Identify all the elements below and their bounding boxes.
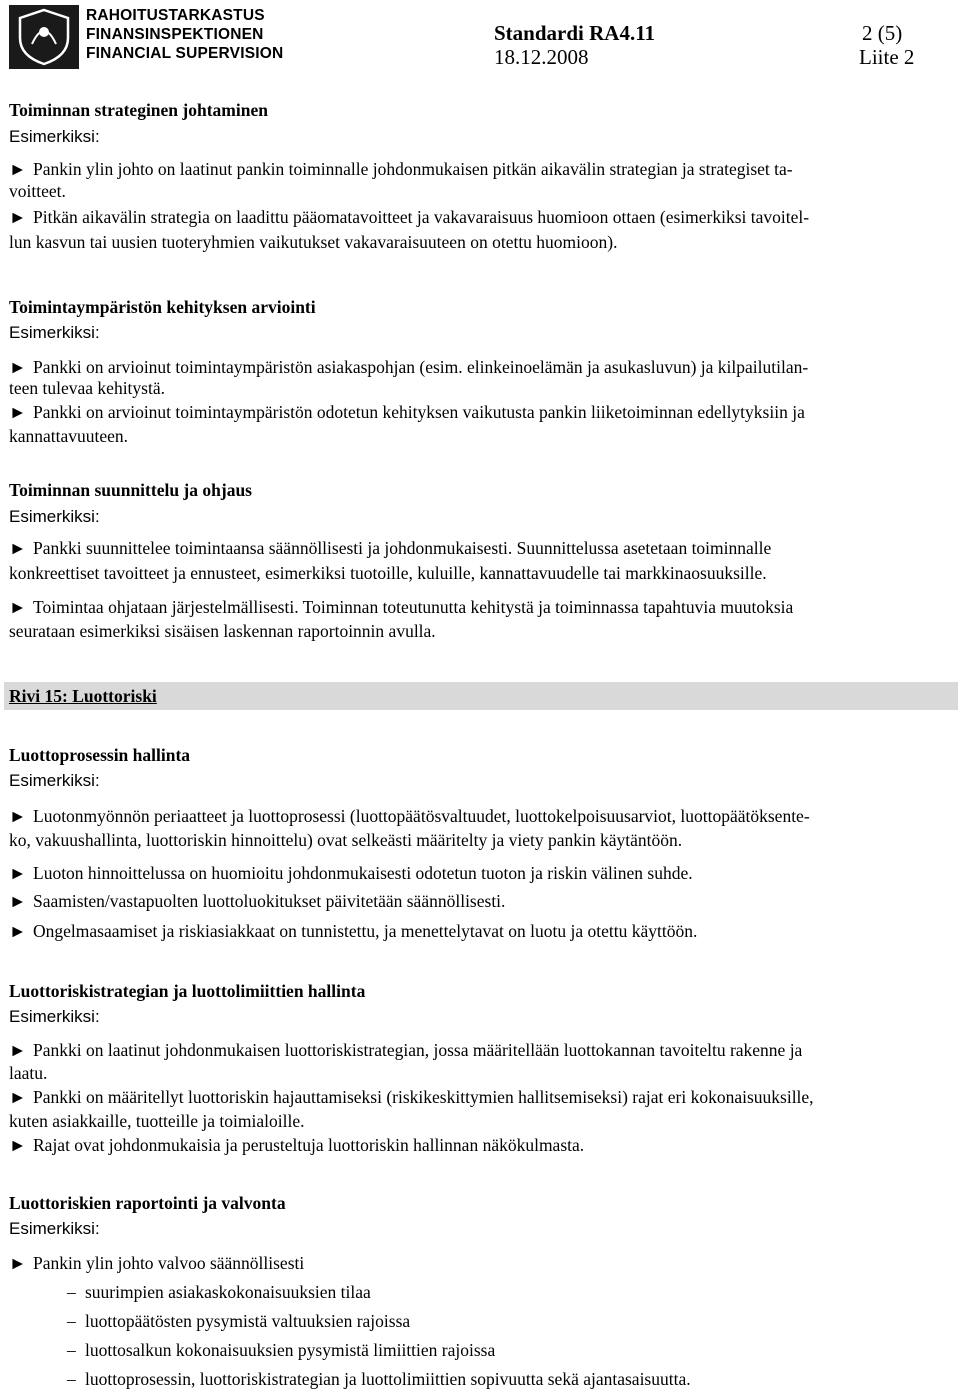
- section-heading: Luottoriskistrategian ja luottolimiittien hallinta: [9, 981, 366, 1001]
- dash-icon: –: [67, 1282, 76, 1302]
- dash-list-item: – suurimpien asiakaskokonaisuuksien tilaa: [9, 1281, 371, 1303]
- paragraph-line: ► Pitkän aikavälin strategia on laadittu pääomatavoitteet ja vakavaraisuus huomioon ottaen (esimerkiksi tavoitel-: [9, 207, 810, 227]
- examples-label: Esimerkiksi:: [9, 507, 100, 526]
- dash-list-item: – luottopäätösten pysymistä valtuuksien rajoissa: [9, 1310, 410, 1332]
- document-date: 18.12.2008: [494, 45, 589, 69]
- bullet-arrow-icon: ►: [9, 1087, 27, 1107]
- paragraph-line: ► Saamisten/vastapuolten luottoluokitukset päivitetään säännöllisesti.: [9, 891, 506, 911]
- bullet-arrow-icon: ►: [9, 863, 27, 883]
- bullet-arrow-icon: ►: [9, 921, 27, 941]
- attachment-label: Liite 2: [859, 45, 915, 69]
- examples-label: Esimerkiksi:: [9, 1007, 100, 1026]
- paragraph-line: ► Pankki on määritellyt luottoriskin hajauttamiseksi (riskikeskittymien hallitsemiseksi) rajat eri kokonaisuuksille,: [9, 1087, 814, 1107]
- section-heading: Luottoriskien raportointi ja valvonta: [9, 1193, 286, 1213]
- bullet-arrow-icon: ►: [9, 806, 27, 826]
- logo-line-3: FINANCIAL SUPERVISION: [86, 45, 284, 62]
- paragraph-line: ► Luoton hinnoittelussa on huomioitu johdonmukaisesti odotetun tuoton ja riskin välinen suhde.: [9, 863, 693, 883]
- dash-list-item: – luottoprosessin, luottoriskistrategian ja luottolimiittien sopivuutta sekä ajantasaisuutta.: [9, 1368, 691, 1390]
- bullet-arrow-icon: ►: [9, 597, 27, 617]
- page-number: 2 (5): [862, 21, 903, 45]
- bullet-arrow-icon: ►: [9, 1040, 27, 1060]
- paragraph-line: ► Pankin ylin johto valvoo säännöllisesti: [9, 1253, 305, 1273]
- bullet-arrow-icon: ►: [9, 538, 27, 558]
- paragraph-line: ► Pankki suunnittelee toimintaansa säännöllisesti ja johdonmukaisesti. Suunnittelussa asetetaan toiminnalle: [9, 538, 772, 558]
- paragraph-line: ko, vakuushallinta, luottoriskin hinnoittelu) ovat selkeästi määritelty ja viety pankin käytäntöön.: [9, 830, 683, 850]
- examples-label: Esimerkiksi:: [9, 127, 100, 146]
- paragraph-line: ► Pankki on arvioinut toimintaympäristön asiakaspohjan (esim. elinkeinoelämän ja asukasluvun) ja kilpailutilan-: [9, 357, 809, 377]
- section-heading: Toiminnan strateginen johtaminen: [9, 100, 268, 120]
- examples-label: Esimerkiksi:: [9, 323, 100, 342]
- dash-icon: –: [67, 1369, 76, 1389]
- bullet-arrow-icon: ►: [9, 891, 27, 911]
- paragraph-line: kuten asiakkaille, tuotteille ja toimialoille.: [9, 1111, 305, 1131]
- examples-label: Esimerkiksi:: [9, 1219, 100, 1238]
- logo-line-2: FINANSINSPEKTIONEN: [86, 26, 264, 43]
- paragraph-line: lun kasvun tai uusien tuoteryhmien vaikutukset vakavaraisuuteen on otettu huomioon).: [9, 232, 618, 252]
- dash-list-item: – luottosalkun kokonaisuuksien pysymistä limiittien rajoissa: [9, 1339, 495, 1361]
- paragraph-line: ► Luotonmyönnön periaatteet ja luottoprosessi (luottopäätösvaltuudet, luottokelpoisuusarviot, luottopäätöksente-: [9, 806, 810, 826]
- paragraph-line: kannattavuuteen.: [9, 426, 129, 446]
- paragraph-line: voitteet.: [9, 181, 66, 201]
- logo-line-1: RAHOITUSTARKASTUS: [86, 7, 265, 24]
- section-heading: Toiminnan suunnittelu ja ohjaus: [9, 480, 252, 500]
- paragraph-line: ► Toimintaa ohjataan järjestelmällisesti. Toiminnan toteutunutta kehitystä ja toiminnassa tapahtuvia muutoksia: [9, 597, 794, 617]
- paragraph-line: seurataan esimerkiksi sisäisen laskennan raportoinnin avulla.: [9, 621, 436, 641]
- paragraph-line: ► Rajat ovat johdonmukaisia ja perusteltuja luottoriskin hallinnan näkökulmasta.: [9, 1135, 585, 1155]
- paragraph-line: konkreettiset tavoitteet ja ennusteet, esimerkiksi tuotoille, kuluille, kannattavuudelle tai markkinaosuuksille.: [9, 563, 767, 583]
- paragraph-line: ► Pankki on arvioinut toimintaympäristön odotetun kehityksen vaikutusta pankin liiketoiminnan edellytyksiin ja: [9, 402, 805, 422]
- dash-icon: –: [67, 1340, 76, 1360]
- row-section-title: Rivi 15: Luottoriski: [9, 686, 157, 706]
- paragraph-line: teen tulevaa kehitystä.: [9, 378, 165, 398]
- bullet-arrow-icon: ►: [9, 159, 27, 179]
- finanssivalvonta-crest-icon: [8, 4, 80, 70]
- bullet-arrow-icon: ►: [9, 357, 27, 377]
- bullet-arrow-icon: ►: [9, 1253, 27, 1273]
- bullet-arrow-icon: ►: [9, 207, 27, 227]
- section-heading: Toimintaympäristön kehityksen arviointi: [9, 297, 316, 317]
- paragraph-line: ► Pankin ylin johto on laatinut pankin toiminnalle johdonmukaisen pitkän aikavälin strategian ja strategiset ta-: [9, 159, 793, 179]
- logo-wordmark: [86, 6, 283, 63]
- bullet-arrow-icon: ►: [9, 1135, 27, 1155]
- dash-icon: –: [67, 1311, 76, 1331]
- standard-title: Standardi RA4.11: [494, 21, 656, 45]
- examples-label: Esimerkiksi:: [9, 771, 100, 790]
- bullet-arrow-icon: ►: [9, 402, 27, 422]
- paragraph-line: ► Pankki on laatinut johdonmukaisen luottoriskistrategian, jossa määritellään luottokannan tavoiteltu rakenne ja: [9, 1040, 803, 1060]
- section-heading: Luottoprosessin hallinta: [9, 745, 191, 765]
- paragraph-line: laatu.: [9, 1063, 48, 1083]
- paragraph-line: ► Ongelmasaamiset ja riskiasiakkaat on tunnistettu, ja menettelytavat on luotu ja otettu käyttöön.: [9, 921, 698, 941]
